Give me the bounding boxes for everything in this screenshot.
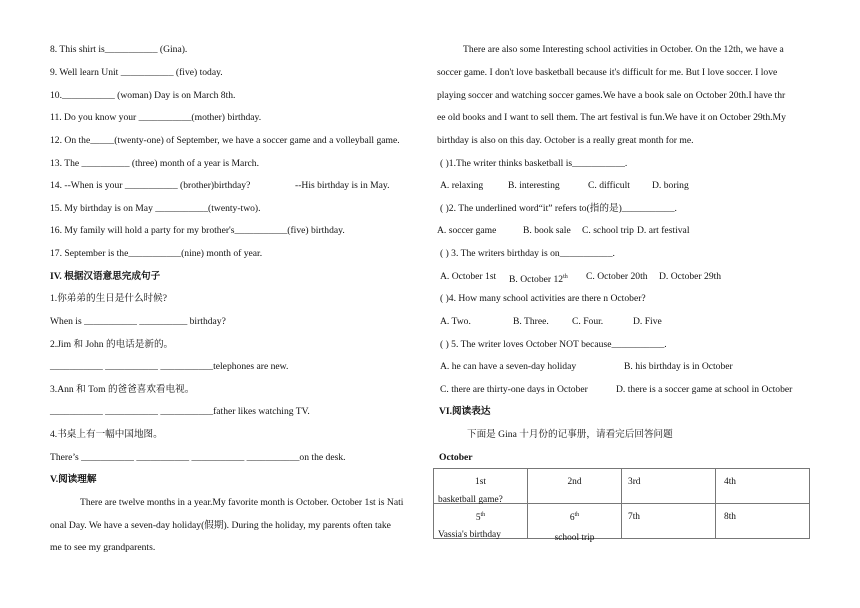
q4-option-d: D. Five: [633, 316, 662, 327]
calendar-title: October: [439, 452, 473, 463]
translate-2-cn: 2.Jim 和 John 的电话是新的。: [50, 339, 174, 350]
question-1: ( )1.The writer thinks basketball is___________.: [440, 158, 628, 169]
fill-item-9: 9. Well learn Unit ___________ (five) today.: [50, 67, 223, 78]
cell-note: basketball game?: [438, 495, 503, 505]
translate-1-en: When is ___________ __________ birthday?: [50, 316, 226, 327]
translate-3-en: ___________ ___________ ___________father likes watching TV.: [50, 406, 310, 417]
cell-note: school trip: [554, 533, 595, 543]
right-passage-line-3: playing soccer and watching soccer games.We have a book sale on October 20th.I have thr: [437, 90, 786, 101]
fill-item-17: 17. September is the___________(nine) month of year.: [50, 248, 263, 259]
cell-day: 7th: [628, 512, 640, 522]
fill-item-16: 16. My family will hold a party for my brother's___________(five) birthday.: [50, 225, 345, 236]
right-passage-line-1: There are also some Interesting school activities in October. On the 12th, we have a: [463, 44, 784, 55]
q3-option-b: [509, 271, 568, 286]
fill-item-11: 11. Do you know your ___________(mother) birthday.: [50, 112, 262, 123]
cell-day-num: 6: [569, 513, 575, 524]
calendar-cell: [716, 469, 810, 504]
cell-day: [434, 512, 527, 523]
q3-option-a: A. October 1st: [440, 271, 497, 282]
passage-line-1: There are twelve months in a year.My favorite month is October. October 1st is Nati: [80, 497, 404, 508]
section-6-intro: 下面是 Gina 十月份的记事册，请看完后回答问题: [467, 429, 673, 440]
q5-option-c: C. there are thirty-one days in October: [440, 384, 588, 395]
section-4-title: IV. 根据汉语意思完成句子: [50, 271, 161, 282]
calendar-cell: [528, 469, 622, 504]
calendar-cell: [434, 504, 528, 539]
cell-day: 2nd: [567, 477, 582, 487]
passage-line-2: onal Day. We have a seven-day holiday(假期). During the holiday, my parents often take: [50, 520, 391, 531]
question-5: ( ) 5. The writer loves October NOT because___________.: [440, 339, 667, 350]
cell-day: 1st: [475, 477, 486, 487]
question-4: ( )4. How many school activities are there n October?: [440, 293, 646, 304]
october-calendar: [433, 468, 810, 543]
calendar-cell: [528, 504, 622, 543]
cell-day: 4th: [724, 477, 736, 487]
q5-option-b: B. his birthday is in October: [624, 361, 733, 372]
cell-day: 8th: [724, 512, 736, 522]
q3-option-b-sup: th: [563, 274, 568, 280]
fill-item-10: 10.___________ (woman) Day is on March 8th.: [50, 90, 236, 101]
section-5-title: V.阅读理解: [50, 474, 97, 485]
right-passage-line-4: ee old books and I want to sell them. The art festival is fun.We have it on October 29th.My: [437, 112, 786, 123]
calendar-row: [434, 469, 810, 504]
fill-item-14: 14. --When is your ___________ (brother)birthday?: [50, 180, 251, 191]
q3-option-d: D. October 29th: [659, 271, 722, 282]
q1-option-a: A. relaxing: [440, 180, 484, 191]
q3-option-c: C. October 20th: [586, 271, 648, 282]
q5-option-d: D. there is a soccer game at school in October: [616, 384, 793, 395]
calendar-row: [434, 504, 810, 539]
q1-option-b: B. interesting: [508, 180, 560, 191]
q4-option-c: C. Four.: [572, 316, 604, 327]
cell-day: [528, 512, 621, 523]
q2-option-c: C. school trip: [582, 225, 634, 236]
q1-option-c: C. difficult: [588, 180, 630, 191]
translate-1-cn: 1.你弟弟的生日是什么时候?: [50, 293, 167, 304]
section-6-title: VI.阅读表达: [439, 406, 491, 417]
right-passage-line-5: birthday is also on this day. October is a really great month for me.: [437, 135, 694, 146]
q2-option-d: D. art festival: [637, 225, 690, 236]
q2-option-a: A. soccer game: [437, 225, 497, 236]
right-passage-line-2: soccer game. I don't love basketball because it's difficult for me. But I love soccer. I love: [437, 67, 778, 78]
cell-day: 3rd: [628, 477, 641, 487]
q4-option-b: B. Three.: [513, 316, 549, 327]
q5-option-a: A. he can have a seven-day holiday: [440, 361, 577, 372]
translate-4-cn: 4.书桌上有一幅中国地图。: [50, 429, 163, 440]
fill-item-15: 15. My birthday is on May ___________(twenty-two).: [50, 203, 261, 214]
fill-item-8: 8. This shirt is___________ (Gina).: [50, 44, 188, 55]
translate-3-cn: 3.Ann 和 Tom 的爸爸喜欢看电视。: [50, 384, 195, 395]
q3-option-b-text: B. October 12: [509, 274, 564, 286]
q1-option-d: D. boring: [652, 180, 689, 191]
fill-item-14-answer: --His birthday is in May.: [295, 180, 390, 191]
fill-item-13: 13. The __________ (three) month of a year is March.: [50, 158, 259, 169]
fill-item-12: 12. On the_____(twenty-one) of September, we have a soccer game and a volleyball game.: [50, 135, 400, 146]
calendar-cell: [716, 504, 810, 539]
cell-note: Vassia's birthday: [438, 530, 501, 540]
translate-4-en: There’s ___________ ___________ ___________ ___________on the desk.: [50, 452, 346, 463]
passage-line-3: me to see my grandparents.: [50, 542, 156, 553]
calendar-cell: [622, 469, 716, 504]
calendar-cell: [434, 469, 528, 504]
cell-day-sup: th: [480, 512, 486, 518]
question-3: ( ) 3. The writers birthday is on___________.: [440, 248, 615, 259]
cell-day-sup: th: [574, 512, 580, 518]
translate-2-en: ___________ ___________ ___________telephones are new.: [50, 361, 289, 372]
q2-option-b: B. book sale: [523, 225, 571, 236]
calendar-cell: [622, 504, 716, 539]
q4-option-a: A. Two.: [440, 316, 471, 327]
cell-day-num: 5: [475, 513, 481, 524]
question-2: ( )2. The underlined word“it” refers to(指的是)___________.: [440, 203, 677, 214]
